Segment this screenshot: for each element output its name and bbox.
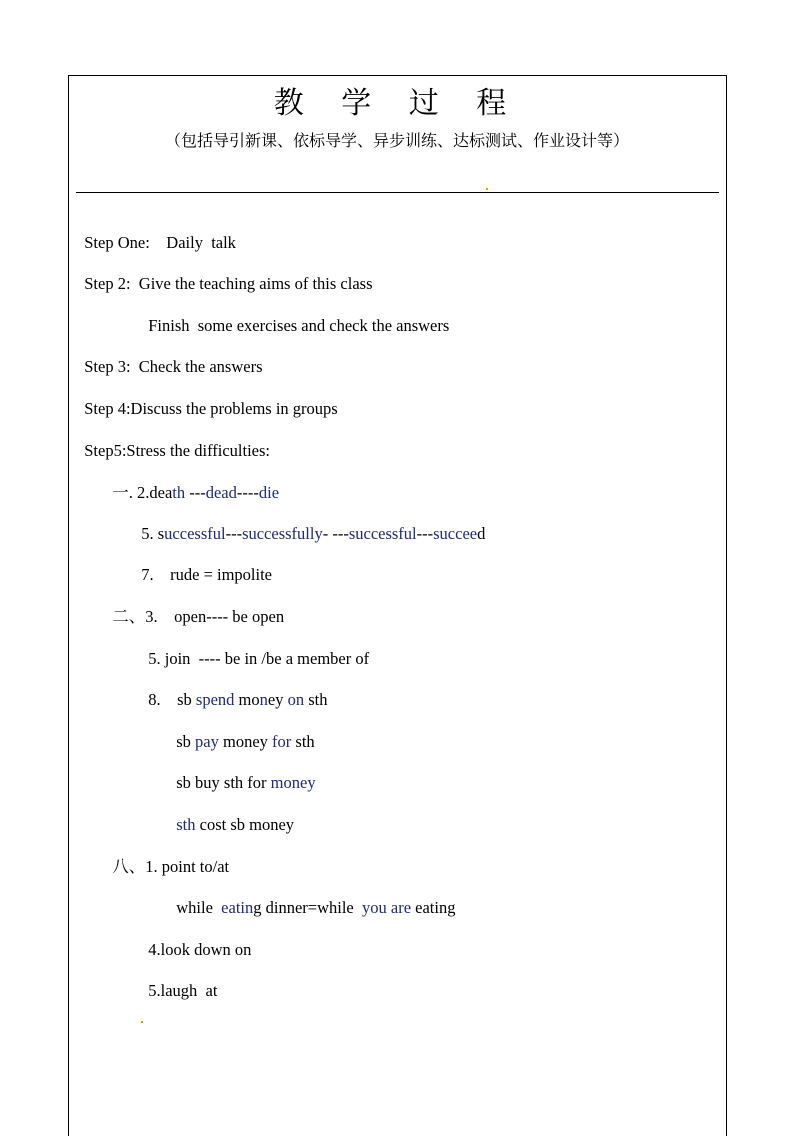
item-8-1-line xyxy=(104,837,229,877)
text-segment-highlight: dead xyxy=(205,483,237,502)
marker-dot xyxy=(486,188,488,190)
text-segment: --- xyxy=(225,524,243,543)
text-segment: 4.look down on xyxy=(148,940,252,959)
text-segment-highlight: succee xyxy=(433,524,478,543)
text-segment-highlight: pay xyxy=(195,732,219,751)
text-segment-highlight: th xyxy=(172,483,186,502)
text-segment-highlight: successfully xyxy=(242,524,323,543)
text-segment-highlight: uccessful xyxy=(164,524,226,543)
item-8-1-detail-line xyxy=(168,878,455,918)
text-segment: 5.laugh at xyxy=(148,981,218,1000)
text-segment-highlight: successful xyxy=(348,524,417,543)
text-segment: sb buy sth for xyxy=(176,773,271,792)
text-segment: - --- xyxy=(322,524,349,543)
marker-dot xyxy=(141,1021,143,1023)
text-segment: ---- xyxy=(236,483,259,502)
item-2-8-line xyxy=(140,670,327,710)
header-divider xyxy=(76,192,719,193)
text-segment: sth xyxy=(291,732,315,751)
item-2-5-line xyxy=(140,629,369,669)
text-segment: 二、3. open---- be open xyxy=(112,607,285,626)
item-2-8-cost-line xyxy=(168,795,294,835)
text-segment-highlight: money xyxy=(270,773,316,792)
text-segment: money xyxy=(218,732,273,751)
item-1-2-line xyxy=(104,463,279,503)
step-five-line xyxy=(76,421,270,461)
item-8-4-line xyxy=(140,920,251,960)
step-two-line xyxy=(76,254,372,294)
text-segment: Step 3: Check the answers xyxy=(84,357,263,376)
page-subtitle: （包括导引新课、依标导学、异步训练、达标测试、作业设计等） xyxy=(164,131,629,150)
text-segment-highlight: n xyxy=(259,690,268,709)
item-1-7-line xyxy=(133,545,272,585)
text-segment: g dinner=while xyxy=(253,898,362,917)
text-segment: 5. s xyxy=(141,524,165,543)
text-segment: 5. join ---- be in /be a member of xyxy=(148,649,370,668)
text-segment: 一. 2.dea xyxy=(112,483,173,502)
text-segment: cost sb money xyxy=(195,815,295,834)
item-2-8-buy-line xyxy=(168,753,316,793)
text-segment: Step One: Daily talk xyxy=(84,233,236,252)
text-segment-highlight: for xyxy=(272,732,292,751)
text-segment: 8. sb xyxy=(148,690,196,709)
text-segment: d xyxy=(477,524,486,543)
text-segment-highlight: eatin xyxy=(221,898,254,917)
text-segment: ey xyxy=(267,690,288,709)
step-four-line xyxy=(76,379,338,419)
text-segment-highlight: die xyxy=(258,483,280,502)
text-segment: mo xyxy=(234,690,260,709)
text-segment: sth xyxy=(304,690,328,709)
text-segment: --- xyxy=(416,524,434,543)
text-segment: Step 4:Discuss the problems in groups xyxy=(84,399,338,418)
page-title: 教 学 过 程 xyxy=(273,86,521,121)
item-2-8-pay-line xyxy=(168,712,315,752)
text-segment-highlight: on xyxy=(287,690,305,709)
text-segment-highlight: you are xyxy=(362,898,412,917)
text-segment: eating xyxy=(411,898,456,917)
text-segment: Step5:Stress the difficulties: xyxy=(84,441,271,460)
text-segment: --- xyxy=(185,483,206,502)
step-two-detail-line xyxy=(140,296,449,336)
text-segment: while xyxy=(176,898,222,917)
text-segment: Step 2: Give the teaching aims of this class xyxy=(84,274,373,293)
text-segment: Finish some exercises and check the answers xyxy=(148,316,450,335)
text-segment: 7. rude = impolite xyxy=(141,565,272,584)
step-three-line xyxy=(76,337,263,377)
text-segment-highlight: spend xyxy=(195,690,235,709)
text-segment: sb xyxy=(176,732,196,751)
item-1-5-line xyxy=(133,504,485,544)
item-8-5-line xyxy=(140,961,217,1001)
text-segment: 八、1. point to/at xyxy=(112,857,230,876)
item-2-3-line xyxy=(104,587,284,627)
step-one-line xyxy=(76,213,236,253)
text-segment-highlight: sth xyxy=(176,815,196,834)
